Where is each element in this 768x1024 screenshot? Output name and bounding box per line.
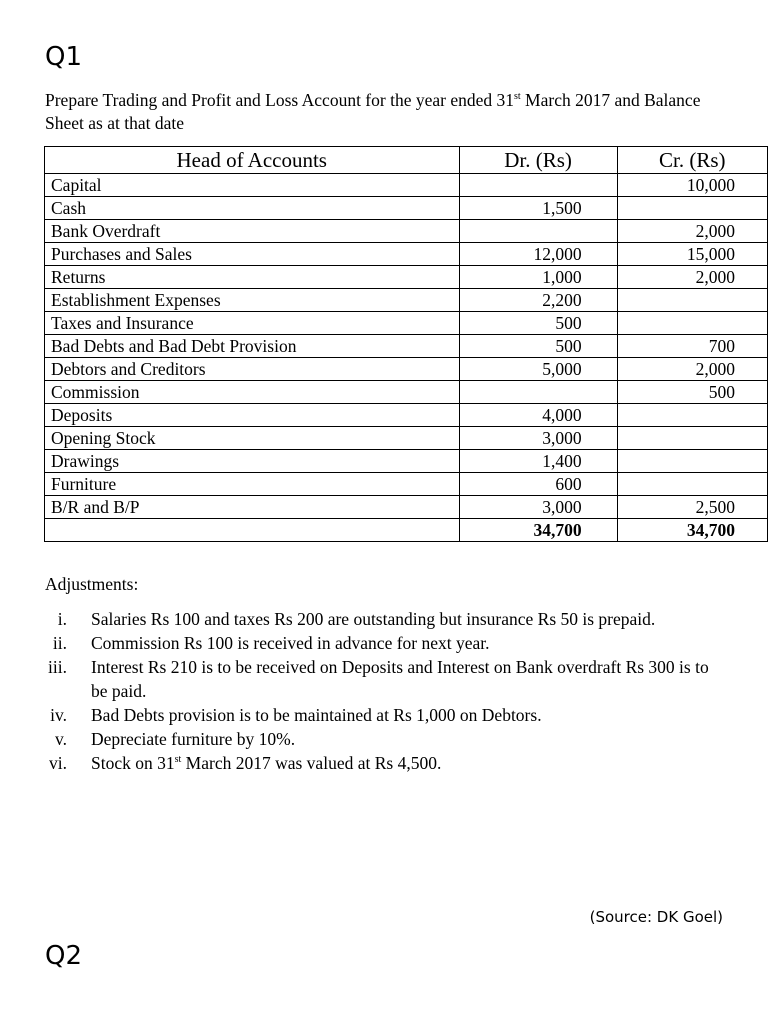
table-row: [45, 496, 768, 519]
cell-account: Bad Debts and Bad Debt Provision: [45, 335, 460, 358]
table-row: [45, 473, 768, 496]
cell-debit: [459, 381, 617, 404]
cell-account: Debtors and Creditors: [45, 358, 460, 381]
cell-credit: 15,000: [617, 243, 767, 266]
adjustment-number: iv.: [50, 705, 67, 725]
question-1-instruction: [45, 89, 735, 135]
cell-account: Deposits: [45, 404, 460, 427]
question-2-heading: Q2: [45, 941, 83, 971]
adjustment-item: [45, 727, 725, 751]
adjustment-text: [67, 751, 721, 775]
adjustment-text-main: Bad Debts provision is to be maintained at Rs 1,000 on Debtors.: [91, 705, 542, 725]
cell-debit: 1,400: [459, 450, 617, 473]
adjustment-text-main: Commission Rs 100 is received in advance for next year.: [91, 633, 490, 653]
cell-debit: 1,000: [459, 266, 617, 289]
cell-debit: 500: [459, 312, 617, 335]
cell-credit: 500: [617, 381, 767, 404]
adjustment-text-main: Salaries Rs 100 and taxes Rs 200 are outstanding but insurance Rs 50 is prepaid.: [91, 609, 656, 629]
adjustment-number: iii.: [48, 657, 67, 677]
cell-debit: 4,000: [459, 404, 617, 427]
adjustment-item: [45, 607, 725, 631]
table-row: [45, 358, 768, 381]
adjustment-text-after: March 2017 was valued at Rs 4,500.: [181, 753, 442, 773]
adjustment-text: [67, 655, 721, 703]
cell-credit: 2,500: [617, 496, 767, 519]
cell-credit: 10,000: [617, 174, 767, 197]
cell-credit: [617, 312, 767, 335]
adjustment-item: [45, 751, 725, 775]
cell-credit: 700: [617, 335, 767, 358]
adjustment-item: [45, 703, 725, 727]
cell-account: Purchases and Sales: [45, 243, 460, 266]
cell-debit: 500: [459, 335, 617, 358]
cell-account: Commission: [45, 381, 460, 404]
cell-debit: 600: [459, 473, 617, 496]
cell-debit: 5,000: [459, 358, 617, 381]
adjustment-text-main: Depreciate furniture by 10%.: [91, 729, 296, 749]
cell-account: Capital: [45, 174, 460, 197]
table-row: [45, 266, 768, 289]
source-citation: (Source: DK Goel): [589, 908, 723, 926]
adjustment-text: [67, 727, 721, 751]
cell-debit: 2,200: [459, 289, 617, 312]
trial-balance-table: [44, 146, 768, 542]
adjustment-text: [67, 631, 721, 655]
table-row: [45, 243, 768, 266]
header-debit: Dr. (Rs): [459, 147, 617, 174]
table-row: [45, 450, 768, 473]
adjustments-title: Adjustments:: [45, 574, 139, 594]
header-head-of-accounts: Head of Accounts: [45, 147, 460, 174]
cell-credit: [617, 289, 767, 312]
cell-credit: 2,000: [617, 358, 767, 381]
table-row: [45, 427, 768, 450]
header-credit: Cr. (Rs): [617, 147, 767, 174]
cell-credit: [617, 473, 767, 496]
table-header-row: [45, 147, 768, 174]
adjustment-number: vi.: [49, 753, 67, 773]
adjustment-item: [45, 655, 725, 703]
cell-account: B/R and B/P: [45, 496, 460, 519]
cell-account: Establishment Expenses: [45, 289, 460, 312]
cell-account: Bank Overdraft: [45, 220, 460, 243]
table-total-row: [45, 519, 768, 542]
table-row: [45, 404, 768, 427]
adjustment-number: v.: [55, 729, 67, 749]
cell-total-label: [45, 519, 460, 542]
cell-account: Opening Stock: [45, 427, 460, 450]
table-row: [45, 220, 768, 243]
cell-debit: 3,000: [459, 427, 617, 450]
table-row: [45, 197, 768, 220]
table-body: [45, 174, 768, 542]
cell-credit: [617, 427, 767, 450]
adjustment-item: [45, 631, 725, 655]
adjustment-text: [67, 703, 721, 727]
cell-debit: 3,000: [459, 496, 617, 519]
table-row: [45, 174, 768, 197]
adjustment-ordinal-suffix: st: [174, 754, 182, 765]
cell-debit: 1,500: [459, 197, 617, 220]
cell-account: Taxes and Insurance: [45, 312, 460, 335]
cell-account: Drawings: [45, 450, 460, 473]
cell-debit: 12,000: [459, 243, 617, 266]
adjustment-number: i.: [57, 609, 67, 629]
cell-credit: [617, 404, 767, 427]
cell-debit: [459, 220, 617, 243]
cell-credit: 2,000: [617, 266, 767, 289]
cell-account: Cash: [45, 197, 460, 220]
cell-account: Returns: [45, 266, 460, 289]
table-row: [45, 381, 768, 404]
adjustment-text: [67, 607, 721, 631]
adjustments-list: [45, 607, 725, 775]
question-1-heading: Q1: [45, 42, 83, 72]
cell-total-credit: 34,700: [617, 519, 767, 542]
instruction-text-part1: Prepare Trading and Profit and Loss Account for the year ended 31: [45, 90, 514, 110]
instruction-text-part2: March 2017 and Balance Sheet as at that date: [45, 90, 701, 133]
adjustment-text-main: Stock on 31: [91, 753, 175, 773]
adjustment-number: ii.: [52, 633, 67, 653]
cell-debit: [459, 174, 617, 197]
table-row: [45, 335, 768, 358]
cell-account: Furniture: [45, 473, 460, 496]
cell-total-debit: 34,700: [459, 519, 617, 542]
adjustment-text-main: Interest Rs 210 is to be received on Deposits and Interest on Bank overdraft Rs 300 is to be paid.: [91, 657, 709, 701]
table-row: [45, 312, 768, 335]
table-row: [45, 289, 768, 312]
cell-credit: 2,000: [617, 220, 767, 243]
cell-credit: [617, 450, 767, 473]
cell-credit: [617, 197, 767, 220]
instruction-ordinal-suffix: st: [514, 91, 521, 102]
